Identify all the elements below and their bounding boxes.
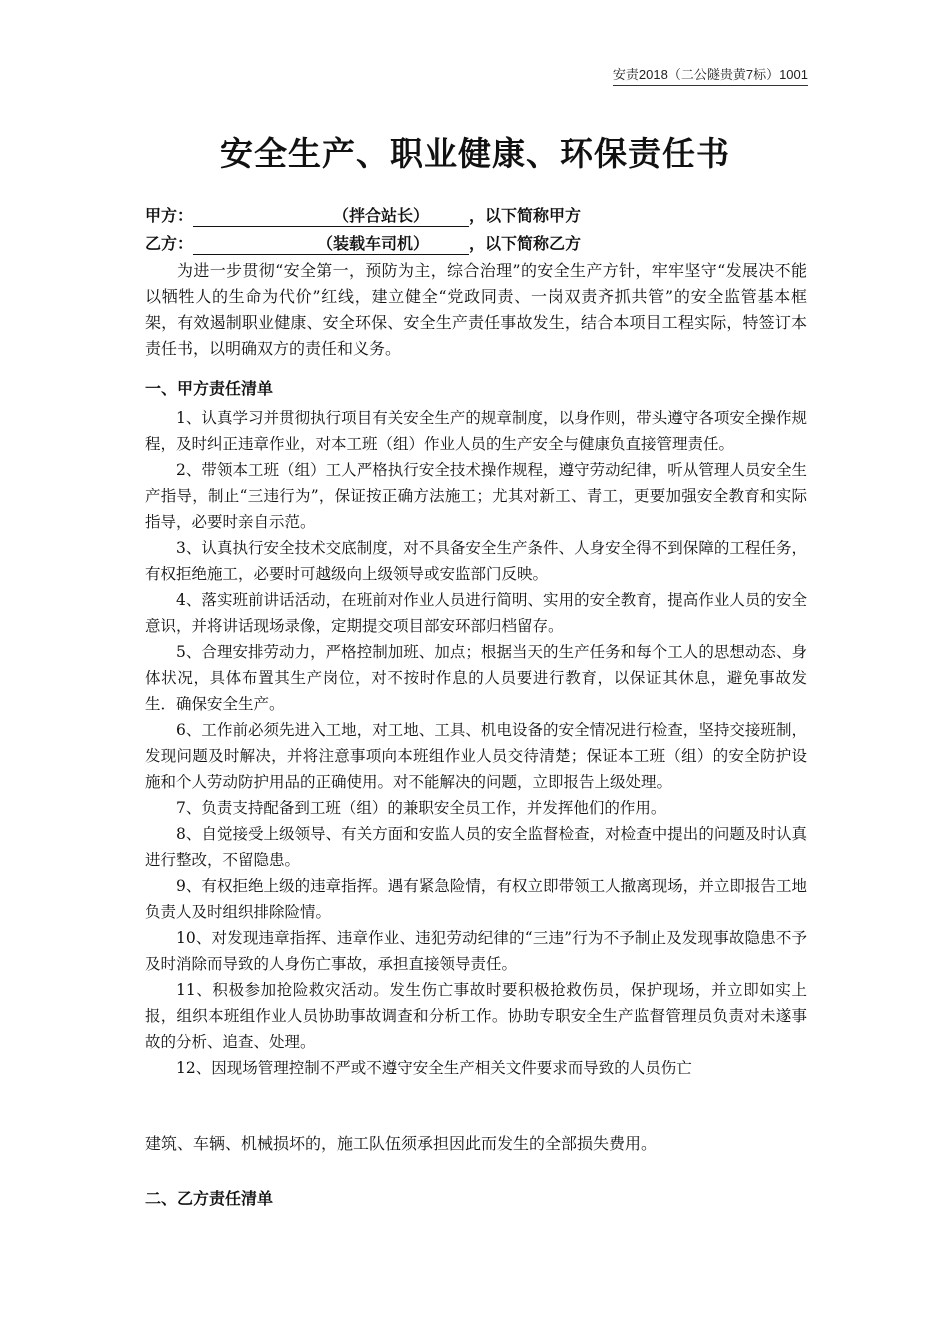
- party-b-label: 乙方：: [145, 234, 194, 253]
- list-item: 1、认真学习并贯彻执行项目有关安全生产的规章制度，以身作则，带头遵守各项安全操作规程，及时纠正违章作业，对本工班（组）作业人员的生产安全与健康负直接管理责任。: [145, 409, 807, 453]
- item-12-continuation: 建筑、车辆、机械损坏的，施工队伍须承担因此而发生的全部损失费用。: [145, 1134, 658, 1153]
- party-a-responsibility-list: [145, 405, 807, 1081]
- document-code: 安责2018（二公隧贵黄7标）1001: [613, 64, 808, 86]
- document-title: 安全生产、职业健康、环保责任书: [220, 134, 730, 173]
- party-a-label: 甲方：: [145, 206, 194, 225]
- list-item: 10、对发现违章指挥、违章作业、违犯劳动纪律的“三违”行为不予制止及发现事故隐患不予及时消除而导致的人身伤亡事故，承担直接领导责任。: [145, 929, 807, 973]
- list-item: 12、因现场管理控制不严或不遵守安全生产相关文件要求而导致的人员伤亡: [176, 1059, 692, 1077]
- list-item: 2、带领本工班（组）工人严格执行安全技术操作规程，遵守劳动纪律，听从管理人员安全生产指导，制止“三违行为”，保证按正确方法施工；尤其对新工、青工，更要加强安全教育和实际指导，必要时亲自示范。: [145, 461, 807, 531]
- list-item: 6、工作前必须先进入工地，对工地、工具、机电设备的安全情况进行检查，坚持交接班制，发现问题及时解决，并将注意事项向本班组作业人员交待清楚；保证本工班（组）的安全防护设施和个人劳动防护用品的正确使用。对不能解决的问题，立即报告上级处理。: [145, 721, 807, 791]
- party-b-line: [145, 231, 581, 255]
- intro-paragraph: 为进一步贯彻“安全第一，预防为主，综合治理”的安全生产方针，牢牢坚守“发展决不能以牺牲人的生命为代价”红线，建立健全“党政同责、一岗双责齐抓共管”的安全监管基本框架，有效遏制职业健康、安全环保、安全生产责任事故发生，结合本项目工程实际，特签订本责任书，以明确双方的责任和义务。: [145, 261, 807, 358]
- section-b-heading: 二、乙方责任清单: [145, 1189, 274, 1208]
- section-a-heading: 一、甲方责任清单: [145, 379, 274, 398]
- party-b-role: （装载车司机）: [193, 234, 469, 255]
- party-a-suffix: ，以下简称甲方: [469, 206, 582, 225]
- list-item: 7、负责支持配备到工班（组）的兼职安全员工作，并发挥他们的作用。: [176, 799, 667, 817]
- party-a-role: （拌合站长）: [193, 206, 469, 227]
- list-item: 11、积极参加抢险救灾活动。发生伤亡事故时要积极抢救伤员，保护现场，并立即如实上报，组织本班组作业人员协助事故调查和分析工作。协助专职安全生产监督管理员负责对未遂事故的分析、追查、处理。: [145, 981, 807, 1051]
- party-a-line: [145, 203, 581, 227]
- list-item: 4、落实班前讲话活动，在班前对作业人员进行简明、实用的安全教育，提高作业人员的安全意识，并将讲话现场录像，定期提交项目部安环部归档留存。: [145, 591, 807, 635]
- list-item: 9、有权拒绝上级的违章指挥。遇有紧急险情，有权立即带领工人撤离现场，并立即报告工地负责人及时组织排除险情。: [145, 877, 807, 921]
- list-item: 3、认真执行安全技术交底制度，对不具备安全生产条件、人身安全得不到保障的工程任务，有权拒绝施工，必要时可越级向上级领导或安监部门反映。: [145, 539, 807, 583]
- party-b-suffix: ，以下简称乙方: [469, 234, 582, 253]
- list-item: 8、自觉接受上级领导、有关方面和安监人员的安全监督检查，对检查中提出的问题及时认真进行整改，不留隐患。: [145, 825, 807, 869]
- list-item: 5、合理安排劳动力，严格控制加班、加点；根据当天的生产任务和每个工人的思想动态、身体状况，具体布置其生产岗位，对不按时作息的人员要进行教育，以保证其休息，避免事故发生．确保安全生产。: [145, 643, 807, 713]
